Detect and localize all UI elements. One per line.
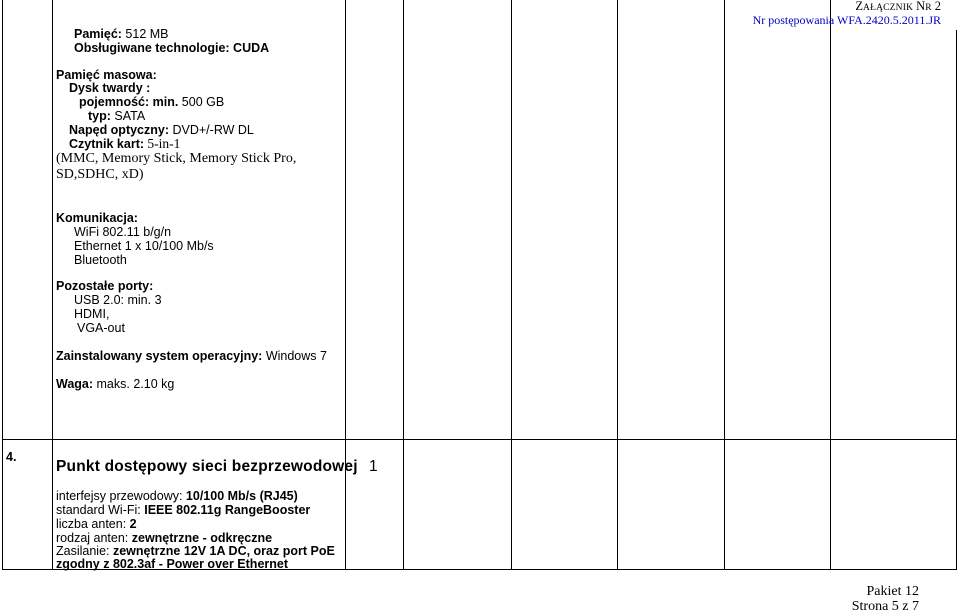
package-label: Pakiet 12 — [866, 584, 919, 599]
col-divider-7 — [830, 0, 831, 570]
memory-line: Pamięć: 512 MB — [74, 27, 169, 41]
table-border-left — [2, 0, 3, 570]
col-divider-6 — [724, 0, 725, 570]
ports-hdmi: HDMI, — [74, 307, 110, 321]
col-divider-4 — [511, 0, 512, 570]
storage-title: Pamięć masowa: — [56, 68, 157, 82]
ports-vga: VGA-out — [77, 321, 125, 335]
comm-wifi: WiFi 802.11 b/g/n — [74, 225, 172, 239]
card-reader-line: Czytnik kart: 5-in-1 — [69, 136, 181, 151]
col-divider-2 — [345, 0, 346, 570]
hdd-title: Dysk twardy : — [69, 81, 151, 95]
product-title: Punkt dostępowy sieci bezprzewodowej — [56, 458, 358, 475]
card-reader-formats: (MMC, Memory Stick, Memory Stick Pro, — [56, 151, 297, 166]
type-line: typ: SATA — [88, 109, 146, 123]
table-border-right — [956, 30, 957, 570]
product-quantity: 1 — [369, 458, 378, 475]
ports-title: Pozostałe porty: — [56, 279, 154, 293]
comm-title: Komunikacja: — [56, 211, 138, 225]
spec-wifi-standard: standard Wi-Fi: IEEE 802.11g RangeBooster — [56, 503, 311, 517]
tech-line: Obsługiwane technologie: CUDA — [74, 41, 270, 55]
col-divider-5 — [617, 0, 618, 570]
col-divider-3 — [403, 0, 404, 570]
row-number-4: 4. — [6, 450, 17, 464]
capacity-line: pojemność: min. 500 GB — [79, 95, 225, 109]
os-line: Zainstalowany system operacyjny: Windows 7 — [56, 349, 327, 363]
spec-antenna-type: rodzaj anten: zewnętrzne - odkręczne — [56, 531, 273, 545]
weight-line: Waga: maks. 2.10 kg — [56, 377, 175, 391]
spec-antenna-count: liczba anten: 2 — [56, 517, 137, 531]
row-divider-3-4 — [2, 439, 957, 440]
comm-ethernet: Ethernet 1 x 10/100 Mb/s — [74, 239, 214, 253]
ports-usb: USB 2.0: min. 3 — [74, 293, 162, 307]
spec-poe: zgodny z 802.3af - Power over Ethernet — [56, 557, 289, 571]
page-number: Strona 5 z 7 — [851, 599, 919, 614]
spec-power: Zasilanie: zewnętrzne 12V 1A DC, oraz port PoE — [56, 544, 335, 558]
spec-wired-interfaces: interfejsy przewodowy: 10/100 Mb/s (RJ45) — [56, 489, 298, 503]
procedure-number: Nr postępowania WFA.2420.5.2011.JR — [752, 13, 941, 27]
optical-line: Napęd optyczny: DVD+/-RW DL — [69, 123, 254, 137]
card-reader-formats-2: SD,SDHC, xD) — [56, 167, 144, 182]
col-divider-1 — [52, 0, 53, 570]
annex-label: ZAŁĄCZNIK NR 2 — [855, 0, 941, 13]
comm-bluetooth: Bluetooth — [74, 253, 127, 267]
